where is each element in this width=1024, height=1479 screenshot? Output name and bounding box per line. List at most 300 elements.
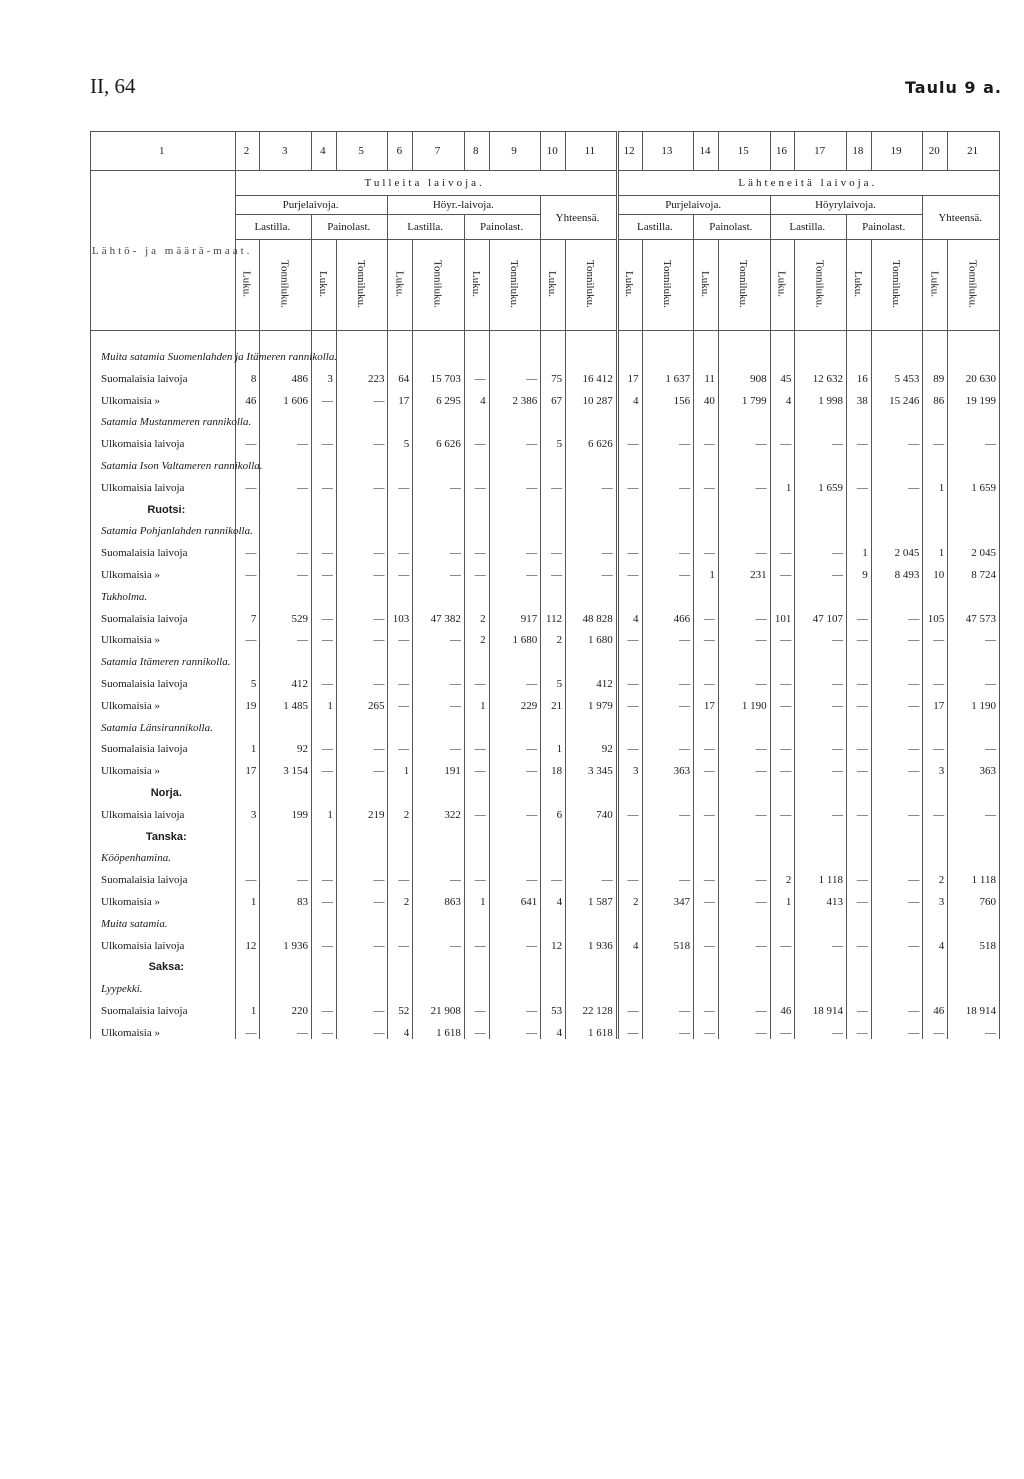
count-cell: — (770, 428, 795, 450)
tonnage-cell (948, 777, 1000, 799)
count-cell (846, 908, 871, 930)
count-cell: — (617, 668, 642, 690)
count-header: Luku. (846, 240, 871, 331)
tonnage-cell: — (795, 428, 847, 450)
tonnage-cell: — (336, 428, 388, 450)
count-cell (541, 450, 566, 472)
laden-header: Lastilla. (388, 215, 464, 240)
tonnage-cell: — (718, 472, 770, 494)
count-cell: 46 (235, 385, 260, 407)
tonnage-cell: — (566, 537, 618, 559)
count-cell (694, 843, 719, 865)
count-cell: — (617, 799, 642, 821)
tonnage-header: Tonniluku. (642, 240, 694, 331)
tonnage-cell: — (718, 864, 770, 886)
count-cell: 16 (846, 363, 871, 385)
count-cell: — (846, 995, 871, 1017)
tonnage-cell (260, 646, 312, 668)
count-cell (464, 712, 489, 734)
count-cell (388, 646, 413, 668)
col-num: 1 (91, 132, 236, 171)
table-row (91, 1017, 1000, 1039)
tonnage-cell: — (718, 886, 770, 908)
tonnage-cell: — (871, 799, 923, 821)
count-cell: 2 (617, 886, 642, 908)
tonnage-cell: 466 (642, 603, 694, 625)
count-header: Luku. (464, 240, 489, 331)
count-cell (846, 450, 871, 472)
category-heading-row (91, 450, 1000, 472)
tonnage-header: Tonniluku. (871, 240, 923, 331)
count-cell (694, 973, 719, 995)
count-cell: — (464, 668, 489, 690)
count-cell: — (235, 625, 260, 647)
count-cell: — (923, 799, 948, 821)
count-cell: — (923, 734, 948, 756)
tonnage-cell: 10 287 (566, 385, 618, 407)
table-row (91, 755, 1000, 777)
count-cell: 86 (923, 385, 948, 407)
count-cell: 75 (541, 363, 566, 385)
count-cell (388, 712, 413, 734)
count-cell: — (541, 472, 566, 494)
tonnage-cell: 18 914 (795, 995, 847, 1017)
tonnage-cell: — (642, 668, 694, 690)
count-cell: 7 (235, 603, 260, 625)
count-cell (464, 908, 489, 930)
tonnage-cell (718, 494, 770, 516)
category-heading-row (91, 331, 1000, 364)
tonnage-cell (871, 777, 923, 799)
tonnage-cell (260, 973, 312, 995)
tonnage-cell: — (336, 603, 388, 625)
count-cell: — (846, 625, 871, 647)
count-cell: — (388, 559, 413, 581)
count-cell: 1 (388, 755, 413, 777)
tonnage-cell (871, 516, 923, 538)
count-cell: 18 (541, 755, 566, 777)
tonnage-cell: 199 (260, 799, 312, 821)
count-cell (846, 952, 871, 974)
tonnage-cell: — (718, 734, 770, 756)
tonnage-cell (795, 450, 847, 472)
tonnage-cell: 16 412 (566, 363, 618, 385)
row-label: Ulkomaisia » (91, 690, 236, 712)
count-cell (617, 407, 642, 429)
tonnage-cell (795, 821, 847, 843)
col-num: 21 (948, 132, 1000, 171)
count-cell (923, 712, 948, 734)
tonnage-cell (948, 407, 1000, 429)
tonnage-cell: — (489, 472, 541, 494)
table-row (91, 603, 1000, 625)
count-cell (235, 821, 260, 843)
page-number: II, 64 (90, 74, 136, 98)
count-cell: 4 (388, 1017, 413, 1039)
tonnage-cell: — (795, 690, 847, 712)
count-header: Luku. (694, 240, 719, 331)
tonnage-cell: 92 (566, 734, 618, 756)
count-cell: — (617, 472, 642, 494)
count-cell (541, 331, 566, 364)
tonnage-cell: — (795, 625, 847, 647)
tonnage-cell (871, 450, 923, 472)
tonnage-cell: — (718, 755, 770, 777)
tonnage-cell (948, 712, 1000, 734)
count-cell (617, 908, 642, 930)
tonnage-cell: — (489, 995, 541, 1017)
tonnage-cell: — (260, 559, 312, 581)
count-cell (464, 581, 489, 603)
count-cell: — (694, 755, 719, 777)
count-cell: — (694, 1017, 719, 1039)
count-cell: — (388, 930, 413, 952)
tonnage-header: Tonniluku. (489, 240, 541, 331)
count-cell (541, 908, 566, 930)
ballast-header: Painolast. (846, 215, 922, 240)
tonnage-cell (871, 843, 923, 865)
count-cell: — (923, 625, 948, 647)
count-cell: 12 (541, 930, 566, 952)
tonnage-cell (413, 494, 465, 516)
count-cell: 3 (312, 363, 337, 385)
count-cell (541, 777, 566, 799)
tonnage-cell: 1 618 (413, 1017, 465, 1039)
tonnage-cell: — (718, 603, 770, 625)
table-body (91, 331, 1000, 1039)
count-cell: — (388, 690, 413, 712)
tonnage-cell: 3 345 (566, 755, 618, 777)
count-cell: — (464, 995, 489, 1017)
tonnage-cell (489, 494, 541, 516)
count-cell (312, 712, 337, 734)
count-cell (694, 450, 719, 472)
count-cell: 4 (541, 1017, 566, 1039)
count-header: Luku. (770, 240, 795, 331)
tonnage-cell: 1 680 (489, 625, 541, 647)
count-cell: 5 (235, 668, 260, 690)
tonnage-cell: — (948, 734, 1000, 756)
count-cell (464, 494, 489, 516)
tonnage-cell: 231 (718, 559, 770, 581)
count-cell: — (694, 799, 719, 821)
count-cell (694, 581, 719, 603)
table-row (91, 864, 1000, 886)
row-label: Suomalaisia laivoja (91, 363, 236, 385)
tonnage-cell (413, 516, 465, 538)
count-cell (312, 646, 337, 668)
tonnage-cell: — (795, 559, 847, 581)
tonnage-cell (336, 646, 388, 668)
tonnage-cell: — (948, 1017, 1000, 1039)
count-cell (694, 777, 719, 799)
tonnage-cell: — (948, 625, 1000, 647)
count-cell: — (617, 537, 642, 559)
tonnage-cell: 518 (948, 930, 1000, 952)
count-cell (923, 908, 948, 930)
tonnage-cell: 15 246 (871, 385, 923, 407)
count-cell (541, 821, 566, 843)
row-label: Suomalaisia laivoja (91, 668, 236, 690)
count-cell: 4 (617, 385, 642, 407)
count-cell: — (388, 668, 413, 690)
tonnage-cell: — (718, 625, 770, 647)
count-cell (541, 843, 566, 865)
tonnage-cell (795, 646, 847, 668)
category-label: Satamia Itämeren rannikolla. (91, 646, 236, 668)
tonnage-cell: 21 908 (413, 995, 465, 1017)
tonnage-cell (260, 516, 312, 538)
count-cell: — (312, 472, 337, 494)
count-cell (694, 712, 719, 734)
count-cell: 46 (923, 995, 948, 1017)
tonnage-cell (642, 712, 694, 734)
count-cell: 64 (388, 363, 413, 385)
tonnage-header: Tonniluku. (336, 240, 388, 331)
tonnage-cell: — (489, 864, 541, 886)
count-cell (617, 646, 642, 668)
count-cell (770, 712, 795, 734)
count-cell: 1 (770, 472, 795, 494)
tonnage-cell (336, 581, 388, 603)
row-label: Ulkomaisia » (91, 625, 236, 647)
tonnage-cell (336, 777, 388, 799)
tonnage-cell: — (489, 930, 541, 952)
count-cell: — (617, 625, 642, 647)
tonnage-cell: 219 (336, 799, 388, 821)
col-num: 18 (846, 132, 871, 171)
count-cell (923, 494, 948, 516)
tonnage-cell: — (260, 1017, 312, 1039)
sail-arr-header: Purjelaivoja. (235, 196, 388, 215)
tonnage-cell: — (413, 930, 465, 952)
tonnage-cell (642, 908, 694, 930)
count-cell (235, 908, 260, 930)
tonnage-cell: 191 (413, 755, 465, 777)
tonnage-cell: 412 (566, 668, 618, 690)
count-cell (846, 494, 871, 516)
row-label: Ulkomaisia » (91, 559, 236, 581)
tonnage-cell (795, 712, 847, 734)
count-cell (541, 581, 566, 603)
count-cell: — (388, 472, 413, 494)
count-cell (388, 843, 413, 865)
tonnage-cell: — (336, 1017, 388, 1039)
origin-label: Lähtö- ja määrä-maat. (91, 171, 236, 331)
row-label: Ulkomaisia » (91, 1017, 236, 1039)
tonnage-cell: 1 998 (795, 385, 847, 407)
count-cell (770, 450, 795, 472)
tonnage-cell (566, 450, 618, 472)
tonnage-cell: — (413, 864, 465, 886)
tonnage-cell (642, 646, 694, 668)
tonnage-cell: — (336, 864, 388, 886)
table-row (91, 690, 1000, 712)
count-cell (923, 450, 948, 472)
count-cell: 4 (617, 930, 642, 952)
tonnage-cell (718, 843, 770, 865)
tonnage-cell: — (566, 472, 618, 494)
tonnage-cell: 1 936 (260, 930, 312, 952)
count-cell (464, 646, 489, 668)
count-cell (770, 843, 795, 865)
tonnage-cell (566, 973, 618, 995)
count-cell: — (235, 559, 260, 581)
tonnage-cell: 1 190 (948, 690, 1000, 712)
tonnage-cell (336, 494, 388, 516)
count-cell: — (770, 734, 795, 756)
tonnage-cell: — (642, 559, 694, 581)
tonnage-cell: — (489, 559, 541, 581)
col-num: 12 (617, 132, 642, 171)
count-cell: — (464, 930, 489, 952)
count-cell (770, 777, 795, 799)
row-label: Ulkomaisia laivoja (91, 472, 236, 494)
tonnage-cell: — (413, 537, 465, 559)
tonnage-cell: 1 587 (566, 886, 618, 908)
tonnage-cell: — (642, 428, 694, 450)
table-row (91, 385, 1000, 407)
tonnage-cell: 1 485 (260, 690, 312, 712)
table-row (91, 537, 1000, 559)
shipping-table (90, 131, 1000, 1039)
tonnage-cell: 18 914 (948, 995, 1000, 1017)
arriving-header: Tulleita laivoja. (235, 171, 617, 196)
col-num: 13 (642, 132, 694, 171)
tonnage-cell: — (413, 472, 465, 494)
tonnage-cell: 1 606 (260, 385, 312, 407)
tonnage-cell (871, 908, 923, 930)
group-header-row (91, 171, 1000, 196)
tonnage-cell: — (489, 734, 541, 756)
tonnage-cell: — (948, 428, 1000, 450)
tonnage-cell (413, 407, 465, 429)
tonnage-cell (795, 777, 847, 799)
count-header: Luku. (541, 240, 566, 331)
tonnage-cell (489, 407, 541, 429)
count-cell: — (464, 734, 489, 756)
count-cell: 3 (923, 755, 948, 777)
count-cell (846, 973, 871, 995)
col-num: 3 (260, 132, 312, 171)
count-cell: — (846, 603, 871, 625)
count-cell (617, 450, 642, 472)
tonnage-cell: 413 (795, 886, 847, 908)
count-cell: 17 (235, 755, 260, 777)
country-label: Norja. (91, 777, 236, 799)
tonnage-cell (871, 952, 923, 974)
count-cell (312, 450, 337, 472)
tonnage-cell: — (871, 690, 923, 712)
tonnage-cell: — (260, 864, 312, 886)
tonnage-cell: — (642, 690, 694, 712)
table-row (91, 886, 1000, 908)
count-cell: 5 (541, 428, 566, 450)
tonnage-cell: 22 128 (566, 995, 618, 1017)
count-cell (923, 973, 948, 995)
tonnage-cell (260, 843, 312, 865)
tonnage-cell (489, 973, 541, 995)
tonnage-cell (260, 450, 312, 472)
count-cell: 2 (388, 799, 413, 821)
tonnage-cell (795, 331, 847, 364)
count-cell (464, 952, 489, 974)
count-cell (464, 777, 489, 799)
count-cell (923, 581, 948, 603)
count-cell: 3 (923, 886, 948, 908)
count-cell: 2 (464, 625, 489, 647)
tonnage-cell: — (260, 537, 312, 559)
tonnage-cell: — (871, 930, 923, 952)
count-cell (541, 712, 566, 734)
count-cell (617, 712, 642, 734)
tonnage-cell (718, 581, 770, 603)
count-cell (770, 973, 795, 995)
tonnage-cell: — (948, 799, 1000, 821)
count-cell: 1 (235, 886, 260, 908)
tonnage-cell: 8 493 (871, 559, 923, 581)
col-num: 10 (541, 132, 566, 171)
tonnage-header: Tonniluku. (948, 240, 1000, 331)
count-cell (694, 821, 719, 843)
tonnage-cell: — (336, 537, 388, 559)
tonnage-cell (718, 516, 770, 538)
col-num: 2 (235, 132, 260, 171)
count-cell: 1 (541, 734, 566, 756)
category-label: Lyypekki. (91, 973, 236, 995)
tonnage-cell: — (489, 537, 541, 559)
count-cell: — (312, 385, 337, 407)
count-cell (923, 952, 948, 974)
count-cell: 19 (235, 690, 260, 712)
count-cell: 17 (617, 363, 642, 385)
count-cell: — (235, 472, 260, 494)
tonnage-cell (642, 777, 694, 799)
count-cell (846, 712, 871, 734)
count-cell (846, 646, 871, 668)
tonnage-cell (871, 331, 923, 364)
count-cell: — (846, 668, 871, 690)
tonnage-cell: 1 618 (566, 1017, 618, 1039)
count-cell: — (617, 690, 642, 712)
count-cell: 4 (770, 385, 795, 407)
count-cell (846, 407, 871, 429)
tonnage-cell: — (413, 625, 465, 647)
col-num: 11 (566, 132, 618, 171)
tonnage-cell: — (336, 625, 388, 647)
count-cell (312, 407, 337, 429)
count-cell: — (388, 734, 413, 756)
tonnage-cell: — (336, 472, 388, 494)
tonnage-cell (566, 407, 618, 429)
tonnage-cell: — (642, 472, 694, 494)
count-cell (388, 908, 413, 930)
category-heading-row (91, 516, 1000, 538)
count-cell (923, 843, 948, 865)
tonnage-cell: 229 (489, 690, 541, 712)
count-cell: — (312, 559, 337, 581)
tonnage-cell: 1 799 (718, 385, 770, 407)
count-cell: 1 (235, 995, 260, 1017)
count-cell (923, 777, 948, 799)
count-cell: 105 (923, 603, 948, 625)
count-cell: 2 (770, 864, 795, 886)
count-cell: — (235, 864, 260, 886)
count-cell: — (846, 799, 871, 821)
tonnage-cell: — (948, 668, 1000, 690)
tonnage-cell: 740 (566, 799, 618, 821)
tonnage-cell (260, 494, 312, 516)
